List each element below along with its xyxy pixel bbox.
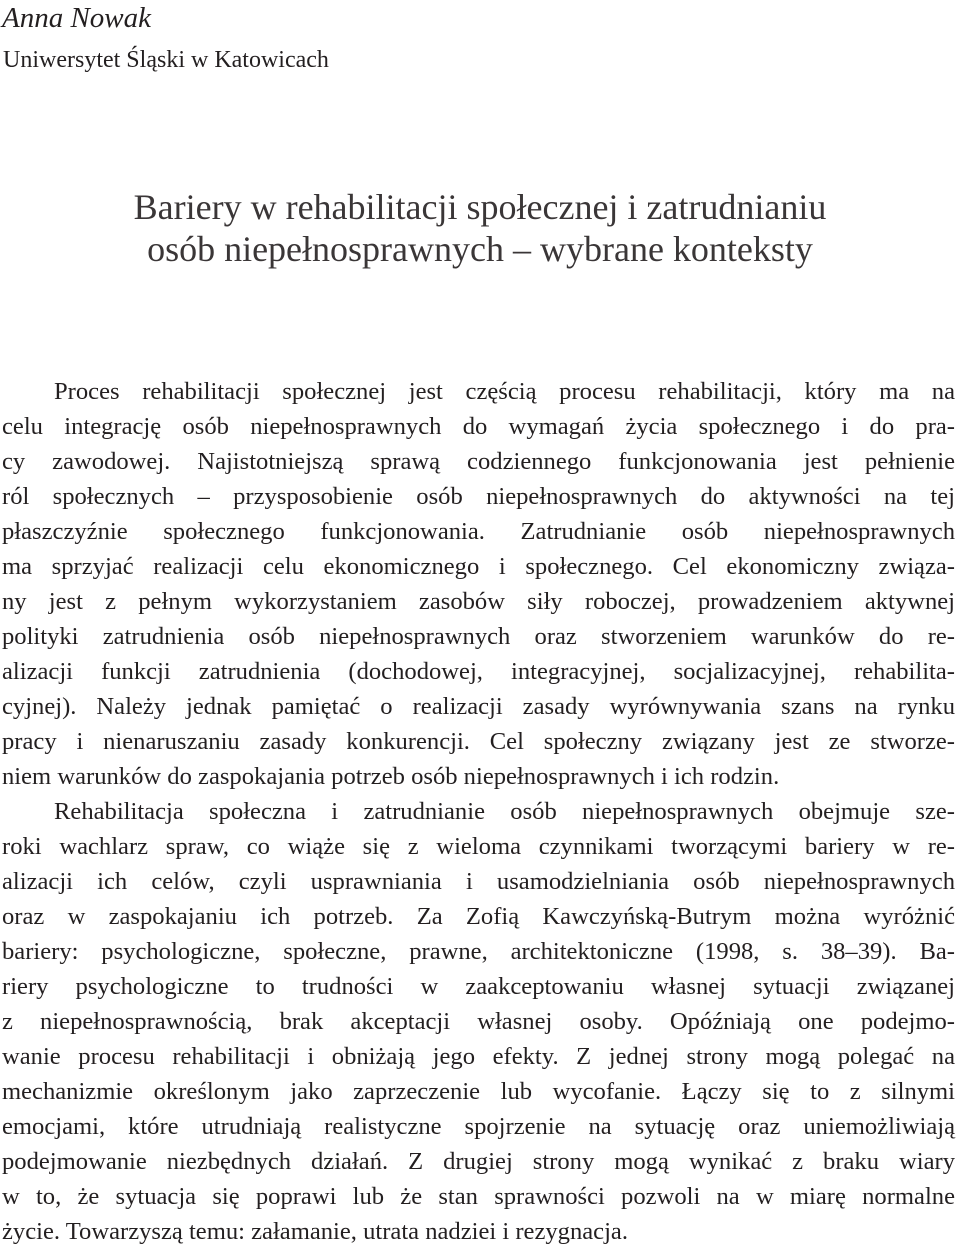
author-affiliation: Uniwersytet Śląski w Katowicach [3,47,329,73]
body-line: alizacji ich celów, czyli usprawniania i usamodzielniania osób niepełnosprawnych [2,868,955,895]
body-line: roki wachlarz spraw, co wiąże się z wieloma czynnikami tworzącymi bariery w re- [2,833,955,860]
body-line: z niepełnosprawnością, brak akceptacji własnej osoby. Opóźniają one podejmo- [2,1008,955,1035]
body-line: cyjnej). Należy jednak pamiętać o realizacji zasady wyrównywania szans na rynku [2,693,955,720]
body-line: ma sprzyjać realizacji celu ekonomicznego i społecznego. Cel ekonomiczny związa- [2,553,955,580]
body-line: oraz w zaspokajaniu ich potrzeb. Za Zofią Kawczyńską-Butrym można wyróżnić [2,903,955,930]
author-name: Anna Nowak [2,2,152,34]
body-line: bariery: psychologiczne, społeczne, prawne, architektoniczne (1998, s. 38–39). Ba- [2,938,955,965]
body-line: cy zawodowej. Najistotniejszą sprawą codziennego funkcjonowania jest pełnienie [2,448,955,475]
body-line: alizacji funkcji zatrudnienia (dochodowej, integracyjnej, socjalizacyjnej, rehabilita- [2,658,955,685]
body-line: w to, że sytuacja się poprawi lub że stan sprawności pozwoli na w miarę normalne [2,1183,955,1210]
body-line: mechanizmie określonym jako zaprzeczenie lub wycofanie. Łączy się to z silnymi [2,1078,955,1105]
body-line: polityki zatrudnienia osób niepełnosprawnych oraz stworzeniem warunków do re- [2,623,955,650]
body-line: pracy i nienaruszaniu zasady konkurencji. Cel społeczny związany jest ze stworze- [2,728,955,755]
article-title [0,186,960,270]
body-line: życie. Towarzyszą temu: załamanie, utrata nadziei i rezygnacja. [2,1218,628,1245]
article-body [2,374,955,1249]
body-line: riery psychologiczne to trudności w zaakceptowaniu własnej sytuacji związanej [2,973,955,1000]
body-line: ny jest z pełnym wykorzystaniem zasobów siły roboczej, prowadzeniem aktywnej [2,588,955,615]
body-line: wanie procesu rehabilitacji i obniżają jego efekty. Z jednej strony mogą polegać na [2,1043,955,1070]
body-line: celu integrację osób niepełnosprawnych do wymagań życia społecznego i do pra- [2,413,955,440]
title-line: osób niepełnosprawnych – wybrane konteksty [147,229,813,269]
body-line: płaszczyźnie społecznego funkcjonowania. Zatrudnianie osób niepełnosprawnych [2,518,955,545]
body-line: podejmowanie niezbędnych działań. Z drugiej strony mogą wynikać z braku wiary [2,1148,955,1175]
body-line: niem warunków do zaspokajania potrzeb osób niepełnosprawnych i ich rodzin. [2,763,780,790]
title-line: Bariery w rehabilitacji społecznej i zatrudnianiu [133,187,827,227]
body-line: emocjami, które utrudniają realistyczne spojrzenie na sytuację oraz uniemożliwiają [2,1113,955,1140]
body-line: ról społecznych – przysposobienie osób niepełnosprawnych do aktywności na tej [2,483,955,510]
body-line: Proces rehabilitacji społecznej jest częścią procesu rehabilitacji, który ma na [54,378,955,405]
body-line: Rehabilitacja społeczna i zatrudnianie osób niepełnosprawnych obejmuje sze- [54,798,955,825]
